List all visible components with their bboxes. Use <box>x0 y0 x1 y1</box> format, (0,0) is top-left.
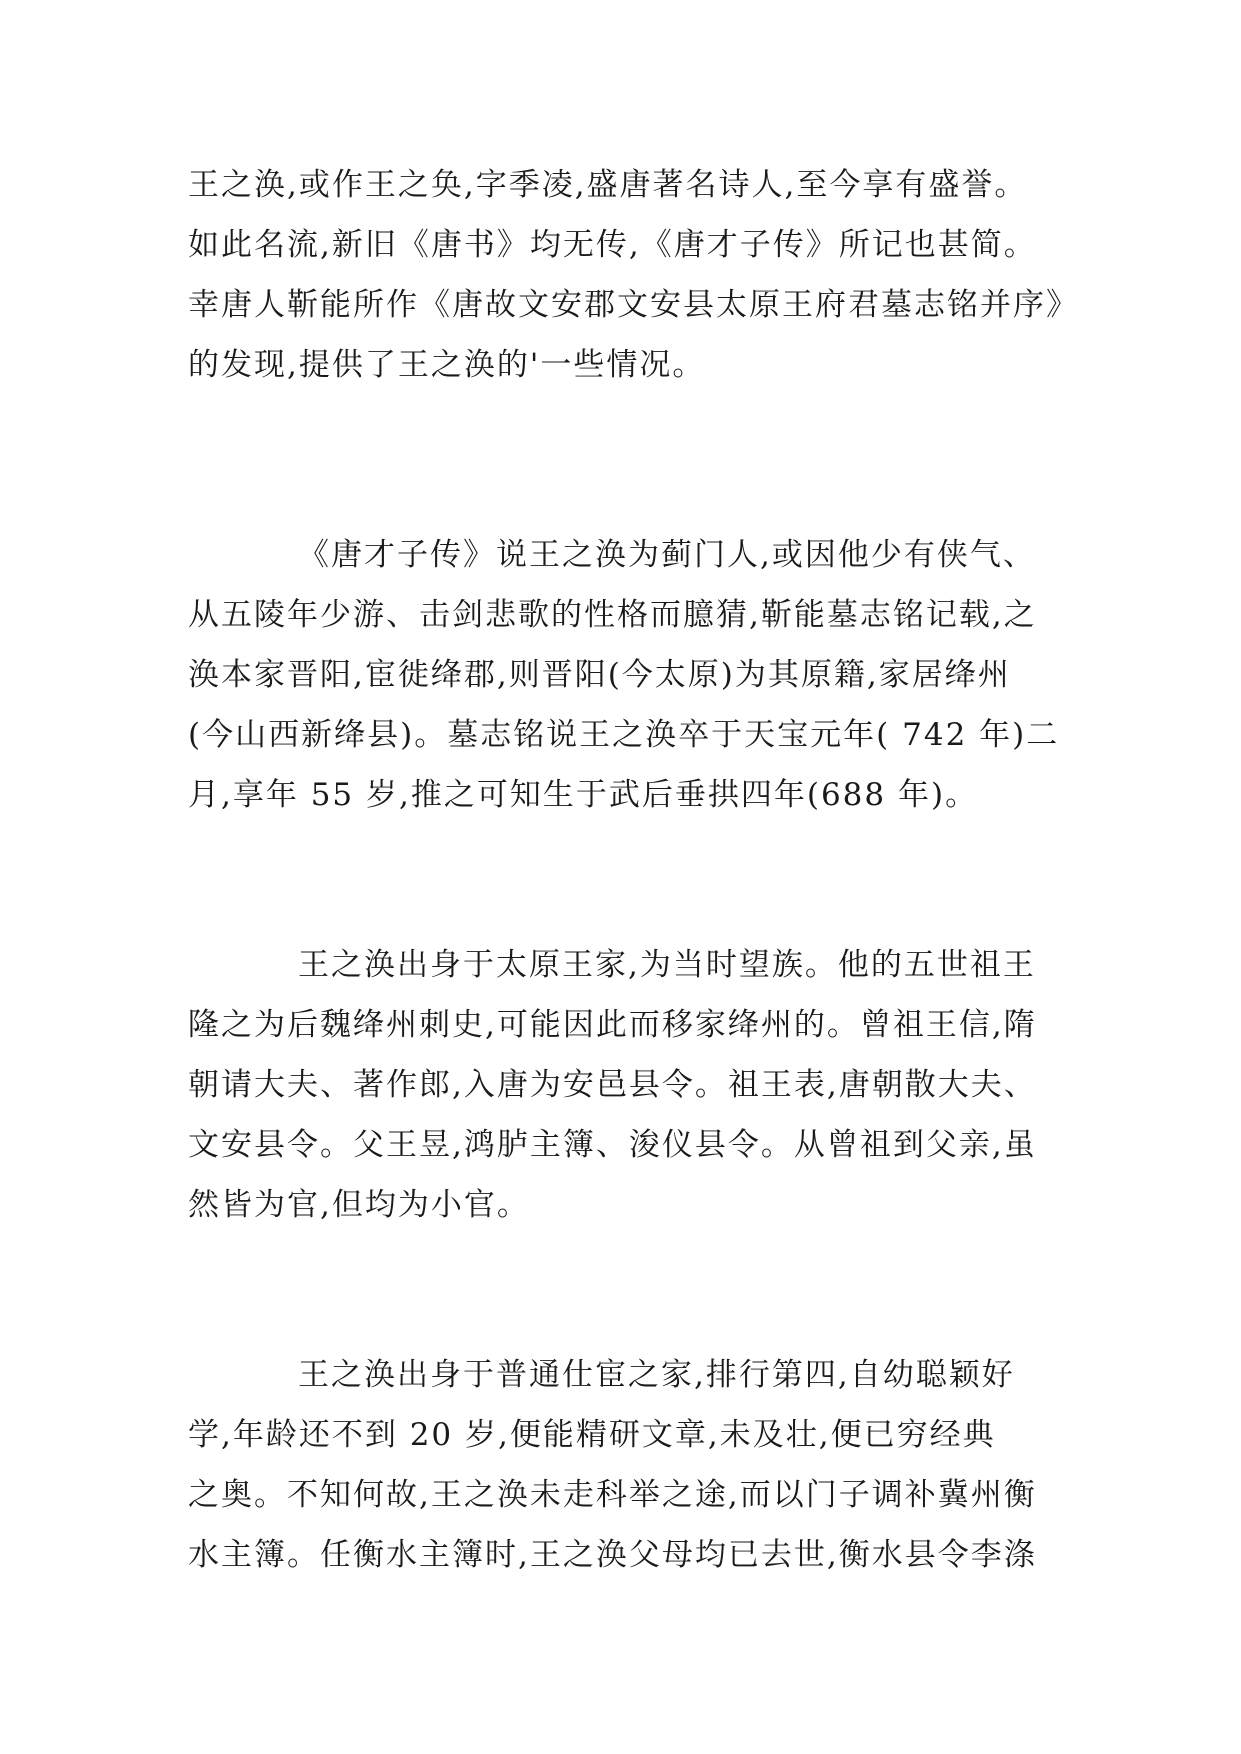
paragraph-2-line-3: 涣本家晋阳,宦徙绛郡,则晋阳(今太原)为其原籍,家居绛州 <box>188 657 1011 693</box>
paragraph-1-line-1: 王之涣,或作王之奂,字季凌,盛唐著名诗人,至今享有盛誉。 <box>188 167 1028 203</box>
paragraph-2-line-4: (今山西新绛县)。墓志铭说王之涣卒于天宝元年( 742 年)二 <box>188 717 1060 753</box>
paragraph-2-line-5: 月,享年 55 岁,推之可知生于武后垂拱四年(688 年)。 <box>188 777 979 813</box>
paragraph-1-line-2: 如此名流,新旧《唐书》均无传,《唐才子传》所记也甚简。 <box>188 227 1037 263</box>
paragraph-2-line-1: 《唐才子传》说王之涣为蓟门人,或因他少有侠气、 <box>298 537 1036 573</box>
paragraph-1-line-3: 幸唐人靳能所作《唐故文安郡文安县太原王府君墓志铭并序》 <box>188 287 1079 323</box>
paragraph-4-line-1: 王之涣出身于普通仕宦之家,排行第四,自幼聪颖好 <box>298 1357 1015 1393</box>
paragraph-2-line-2: 从五陵年少游、击剑悲歌的性格而臆猜,靳能墓志铭记载,之 <box>188 597 1037 633</box>
paragraph-4-line-4: 水主簿。任衡水主簿时,王之涣父母均已去世,衡水县令李涤 <box>188 1537 1037 1573</box>
paragraph-3-line-1: 王之涣出身于太原王家,为当时望族。他的五世祖王 <box>298 947 1036 983</box>
paragraph-4-line-3: 之奥。不知何故,王之涣未走科举之途,而以门子调补冀州衡 <box>188 1477 1037 1513</box>
paragraph-3-line-5: 然皆为官,但均为小官。 <box>188 1187 530 1223</box>
paragraph-3-line-2: 隆之为后魏绛州刺史,可能因此而移家绛州的。曾祖王信,隋 <box>188 1007 1037 1043</box>
paragraph-4-line-2: 学,年龄还不到 20 岁,便能精研文章,未及壮,便已穷经典 <box>188 1417 996 1453</box>
paragraph-3-line-4: 文安县令。父王昱,鸿胪主簿、浚仪县令。从曾祖到父亲,虽 <box>188 1127 1037 1163</box>
paragraph-1-line-4: 的发现,提供了王之涣的'一些情况。 <box>188 347 706 383</box>
paragraph-3-line-3: 朝请大夫、著作郎,入唐为安邑县令。祖王表,唐朝散大夫、 <box>188 1067 1037 1103</box>
